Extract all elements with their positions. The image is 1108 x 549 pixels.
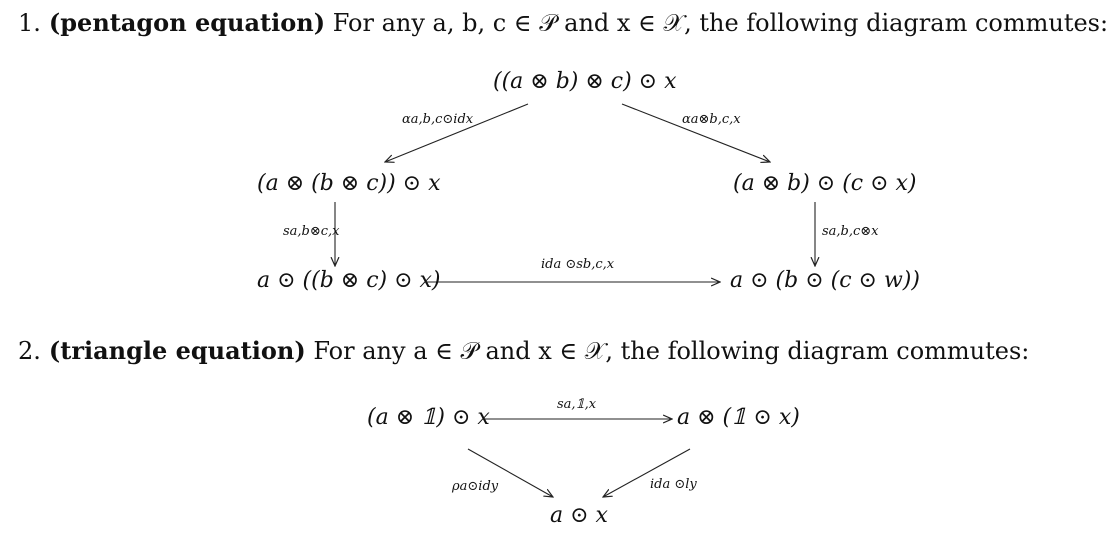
label-top-right: αa⊗b,c,x xyxy=(682,112,741,127)
item-keyword: (triangle equation) xyxy=(48,336,306,365)
node-bottom-left: a ⊙ ((b ⊗ c) ⊙ x) xyxy=(257,268,441,293)
node-left: (a ⊗ (b ⊗ c)) ⊙ x xyxy=(257,171,441,196)
item-text: For any a, b, c ∈ 𝒫 and x ∈ 𝒳, the following diagram commutes: xyxy=(332,9,1108,37)
item-text: For any a ∈ 𝒫 and x ∈ 𝒳, the following diagram commutes: xyxy=(313,337,1030,365)
label-bottom: ida ⊙sb,c,x xyxy=(541,257,615,272)
node-bottom-right: a ⊙ (b ⊙ (c ⊙ w)) xyxy=(730,268,920,293)
node-top: ((a ⊗ b) ⊗ c) ⊙ x xyxy=(493,69,677,94)
label-right: sa,b,c⊗x xyxy=(822,224,879,239)
item-2-heading xyxy=(18,336,1029,365)
triangle-label-right: ida ⊙ly xyxy=(650,477,697,492)
item-number: 2. xyxy=(18,337,41,365)
item-number: 1. xyxy=(18,9,41,37)
triangle-node-right: a ⊗ (𝟙 ⊙ x) xyxy=(677,405,800,430)
triangle-node-left: (a ⊗ 𝟙) ⊙ x xyxy=(367,405,490,430)
label-top-left: αa,b,c⊙idx xyxy=(402,112,474,127)
label-left: sa,b⊗c,x xyxy=(283,224,340,239)
triangle-node-bottom: a ⊙ x xyxy=(550,503,608,528)
node-right: (a ⊗ b) ⊙ (c ⊙ x) xyxy=(733,171,917,196)
triangle-label-left: ρa⊙idy xyxy=(452,479,499,494)
triangle-label-top: sa,𝟙,x xyxy=(557,397,597,412)
item-keyword: (pentagon equation) xyxy=(48,8,326,37)
